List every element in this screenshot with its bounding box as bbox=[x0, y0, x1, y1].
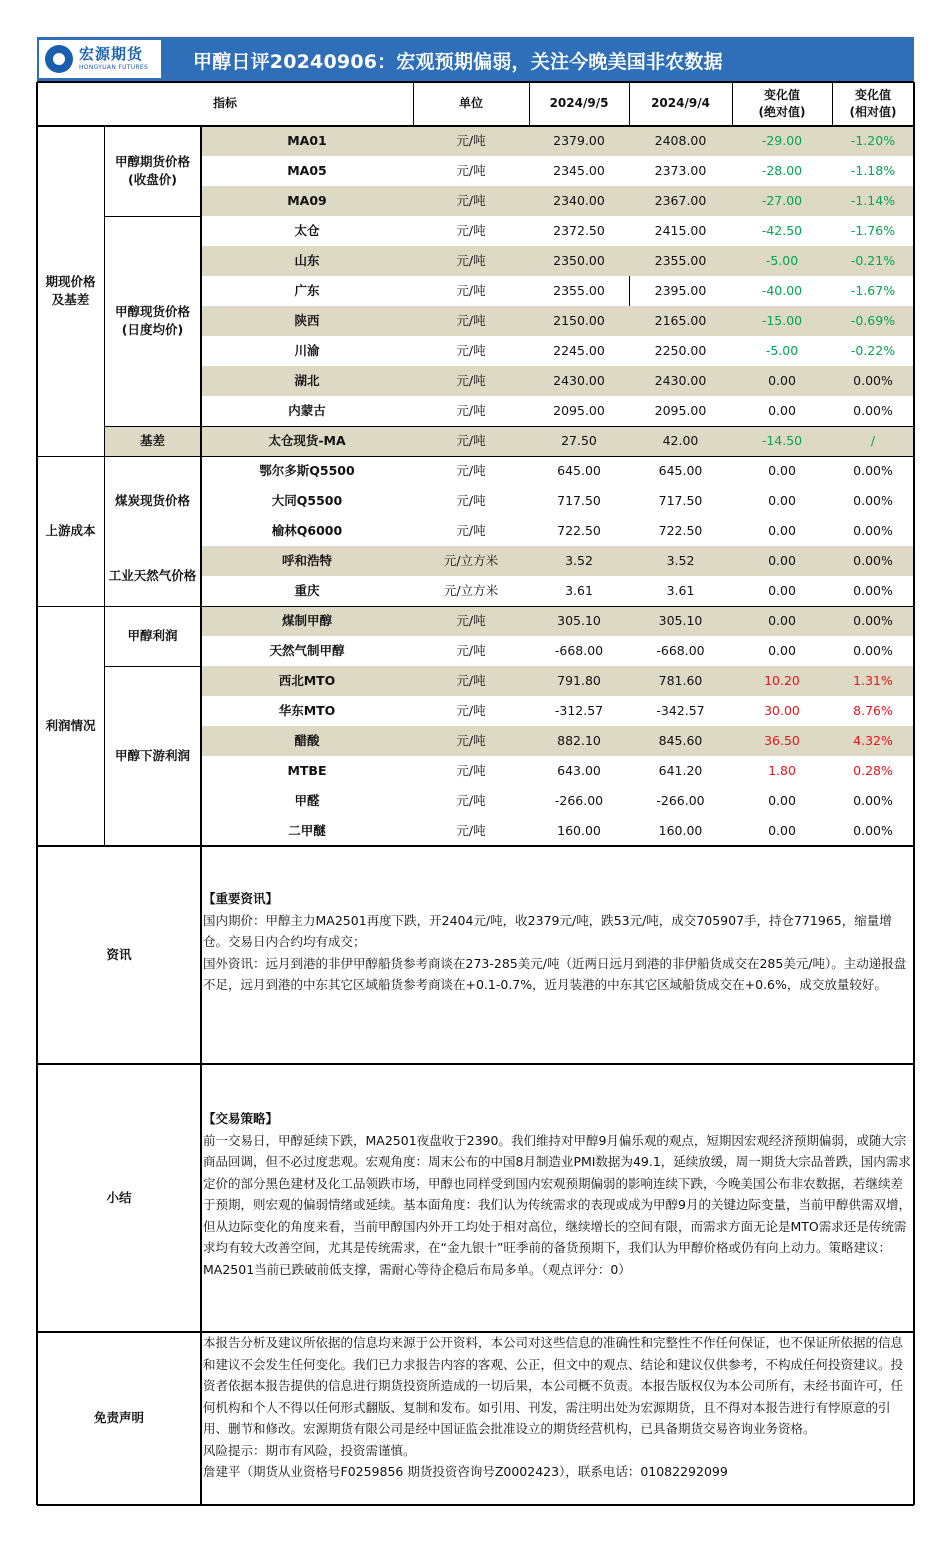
grid-line bbox=[37, 1504, 914, 1506]
group-label: 甲醇现货价格 (日度均价) bbox=[114, 303, 190, 337]
indicator-name: 榆林Q6000 bbox=[271, 522, 343, 538]
indicator-name: 广东 bbox=[294, 282, 320, 298]
value-date1: 2345.00 bbox=[553, 162, 605, 178]
value-date2: 2250.00 bbox=[654, 342, 707, 358]
value-date2: 305.10 bbox=[658, 612, 703, 628]
grid-line bbox=[37, 606, 914, 607]
value-date2: 2165.00 bbox=[654, 312, 707, 328]
value-date1: 160.00 bbox=[557, 822, 601, 838]
unit-cell: 元/吨 bbox=[456, 672, 486, 688]
value-date1: 643.00 bbox=[557, 762, 601, 778]
abs-change: -40.00 bbox=[761, 282, 803, 298]
indicator-name: 二甲醚 bbox=[288, 822, 326, 838]
unit-cell: 元/立方米 bbox=[443, 582, 499, 598]
rel-change: -0.21% bbox=[850, 252, 896, 268]
unit-cell: 元/吨 bbox=[456, 252, 486, 268]
unit-cell: 元/吨 bbox=[456, 132, 486, 148]
grid-line bbox=[37, 1331, 914, 1333]
unit-cell: 元/吨 bbox=[456, 492, 486, 508]
indicator-name: MA09 bbox=[287, 192, 327, 208]
value-date1: 2379.00 bbox=[553, 132, 605, 148]
value-date2: 641.20 bbox=[658, 762, 703, 778]
group-label: 甲醇下游利润 bbox=[114, 747, 190, 763]
rel-change: -1.14% bbox=[850, 192, 896, 208]
rel-change: 0.00% bbox=[853, 492, 893, 508]
rel-change: 0.00% bbox=[853, 522, 893, 538]
indicator-name: 鄂尔多斯Q5500 bbox=[259, 462, 355, 478]
value-date2: 2373.00 bbox=[654, 162, 707, 178]
indicator-name: 湖北 bbox=[294, 372, 320, 388]
grid-line bbox=[37, 81, 914, 83]
news-paragraph: 国外资讯：远月到港的非伊甲醇船货参考商谈在273-285美元/吨（近两日远月到港的非伊船货成交在285美元/吨）。主动递报盘不足，远月到港的中东其它区域船货参考商谈在+0.1-0.7%，近月装港的中东其它区域船货成交在+0.6%，成交放量较好。 bbox=[203, 955, 907, 992]
grid-line bbox=[37, 125, 914, 127]
value-date2: 42.00 bbox=[662, 432, 699, 448]
grid-line bbox=[732, 82, 733, 126]
value-date1: 2355.00 bbox=[553, 282, 605, 298]
indicator-name: 重庆 bbox=[294, 582, 320, 598]
unit-cell: 元/立方米 bbox=[443, 552, 499, 568]
rel-change: 8.76% bbox=[853, 702, 893, 718]
value-date2: 781.60 bbox=[658, 672, 703, 688]
column-header-unit: 单位 bbox=[458, 96, 483, 111]
company-logo bbox=[39, 40, 161, 78]
unit-cell: 元/吨 bbox=[456, 702, 486, 718]
risk-notice: 风险提示：期市有风险，投资需谨慎。 bbox=[203, 1442, 416, 1458]
unit-cell: 元/吨 bbox=[456, 792, 486, 808]
grid-line bbox=[104, 456, 914, 457]
abs-change: -5.00 bbox=[765, 342, 799, 358]
summary-section-text bbox=[203, 1108, 912, 1332]
value-date1: 791.80 bbox=[557, 672, 601, 688]
summary-section: 小结 bbox=[106, 1189, 132, 1205]
indicator-name: 煤制甲醇 bbox=[281, 612, 332, 628]
unit-cell: 元/吨 bbox=[456, 762, 486, 778]
unit-cell: 元/吨 bbox=[456, 822, 486, 838]
logo-text: 宏源期货 bbox=[79, 45, 144, 63]
indicator-name: MTBE bbox=[287, 762, 327, 778]
abs-change: -28.00 bbox=[761, 162, 803, 178]
rel-change: -0.69% bbox=[850, 312, 896, 328]
disclaimer-paragraph: 本报告分析及建议所依据的信息均来源于公开资料，本公司对这些信息的准确性和完整性不作任何保证，也不保证所依据的信息和建议不会发生任何变化。我们已力求报告内容的客观、公正，但文中的观点、结论和建议仅供参考，不构成任何投资建议。投资者依据本报告提供的信息进行期货投资所造成的一切后果，本公司概不负责。本报告版权仅为本公司所有，未经书面许可，任何机构和个人不得以任何形式翻版、复制和发布。如引用、刊发，需注明出处为宏源期货，且不得对本报告进行有悖原意的引用、删节和修改。宏源期货有限公司是经中国证监会批准设立的期货经营机构，已具备期货交易咨询业务资格。 bbox=[203, 1335, 904, 1436]
value-date2: 2367.00 bbox=[654, 192, 707, 208]
value-date1: 305.10 bbox=[557, 612, 601, 628]
rel-change: -1.20% bbox=[850, 132, 896, 148]
group-label: 甲醇利润 bbox=[127, 627, 178, 643]
abs-change: 0.00 bbox=[768, 612, 796, 628]
indicator-name: 天然气制甲醇 bbox=[269, 642, 345, 658]
disclaimer-section: 免责声明 bbox=[93, 1410, 144, 1426]
indicator-name: MA05 bbox=[287, 162, 327, 178]
indicator-name: 大同Q5500 bbox=[271, 492, 343, 508]
value-date1: -312.57 bbox=[554, 702, 604, 718]
abs-change: -14.50 bbox=[761, 432, 803, 448]
indicator-name: 甲醛 bbox=[294, 792, 320, 808]
value-date1: 722.50 bbox=[557, 522, 601, 538]
report-title: 甲醇日评20240906：宏观预期偏弱，关注今晚美国非农数据 bbox=[193, 51, 723, 73]
rel-change: 0.00% bbox=[853, 822, 893, 838]
value-date2: 3.61 bbox=[666, 582, 695, 598]
strategy-paragraph: 前一交易日，甲醇延续下跌，MA2501夜盘收于2390。我们维持对甲醇9月偏乐观的观点，短期因宏观经济预期偏弱，或随大宗商品回调，但不必过度悲观。宏观角度：周末公布的中国8月制造业PMI数据为49.1，延续放缓，周一期货大宗品普跌，国内需求定价的部分黑色建材及化工品领跌市场，甲醇也同样受到国内宏观预期偏弱的影响连续下跌，今晚美国公布非农数据，若继续差于预期，则宏观的偏弱情绪或延续。基本面角度：我们认为传统需求的表现或成为甲醇9月的关键边际变量，当前甲醇供需双增，但从边际变化的角度来看，当前甲醇国内外开工均处于相对高位，继续增长的空间有限，而需求方面无论是MTO需求还是传统需求均有较大改善空间，尤其是传统需求，在“金九银十”旺季前的备货预期下，我们认为甲醇价格或仍有向上动力。策略建议：MA2501当前已跌破前低支撑，需耐心等待企稳后布局多单。（观点评分：0） bbox=[203, 1132, 911, 1277]
abs-change: -27.00 bbox=[761, 192, 803, 208]
news-paragraph: 国内期价：甲醇主力MA2501再度下跌，开2404元/吨，收2379元/吨，跌53元/吨，成交705907手，持仓771965，缩量增仓。交易日内合约均有成交； bbox=[203, 912, 892, 949]
column-header-abs-change: 变化值 (绝对值) bbox=[758, 87, 806, 119]
indicator-name: 山东 bbox=[294, 252, 320, 268]
indicator-name: MA01 bbox=[287, 132, 327, 148]
column-header-rel-change: 变化值 (相对值) bbox=[849, 87, 897, 119]
value-date1: 2150.00 bbox=[553, 312, 605, 328]
grid-line bbox=[413, 82, 414, 126]
value-date1: 2095.00 bbox=[553, 402, 605, 418]
news-heading: 【重要资讯】 bbox=[203, 891, 279, 906]
rel-change: -1.18% bbox=[850, 162, 896, 178]
grid-line bbox=[36, 82, 38, 1505]
unit-cell: 元/吨 bbox=[456, 732, 486, 748]
abs-change: 0.00 bbox=[768, 402, 796, 418]
unit-cell: 元/吨 bbox=[456, 642, 486, 658]
unit-cell: 元/吨 bbox=[456, 462, 486, 478]
indicator-name: 西北MTO bbox=[278, 672, 336, 688]
unit-cell: 元/吨 bbox=[456, 522, 486, 538]
unit-cell: 元/吨 bbox=[456, 162, 486, 178]
value-date2: 2355.00 bbox=[654, 252, 707, 268]
grid-line bbox=[200, 126, 202, 846]
value-date2: 2415.00 bbox=[654, 222, 707, 238]
rel-change: -1.67% bbox=[850, 282, 896, 298]
rel-change: 0.00% bbox=[853, 612, 893, 628]
value-date1: 882.10 bbox=[557, 732, 601, 748]
abs-change: -42.50 bbox=[761, 222, 803, 238]
group-label: 煤炭现货价格 bbox=[114, 492, 190, 508]
value-date1: 2430.00 bbox=[553, 372, 605, 388]
abs-change: 0.00 bbox=[768, 552, 796, 568]
grid-line bbox=[629, 276, 630, 306]
abs-change: 30.00 bbox=[764, 702, 800, 718]
value-date2: -266.00 bbox=[656, 792, 705, 808]
abs-change: -29.00 bbox=[761, 132, 803, 148]
abs-change: 1.80 bbox=[768, 762, 796, 778]
value-date2: -342.57 bbox=[656, 702, 705, 718]
logo-subtext: HONGYUAN FUTURES bbox=[79, 64, 149, 71]
value-date1: 27.50 bbox=[561, 432, 597, 448]
value-date1: -266.00 bbox=[554, 792, 604, 808]
unit-cell: 元/吨 bbox=[456, 222, 486, 238]
abs-change: 36.50 bbox=[764, 732, 800, 748]
indicator-name: 陕西 bbox=[294, 312, 320, 328]
rel-change: 0.00% bbox=[853, 372, 893, 388]
value-date1: -668.00 bbox=[554, 642, 604, 658]
indicator-name: 太仓 bbox=[294, 222, 320, 238]
rel-change: 0.00% bbox=[853, 462, 893, 478]
rel-change: -1.76% bbox=[850, 222, 896, 238]
value-date2: 160.00 bbox=[658, 822, 703, 838]
strategy-heading: 【交易策略】 bbox=[203, 1111, 279, 1126]
column-header-date1: 2024/9/5 bbox=[549, 96, 609, 111]
abs-change: 0.00 bbox=[768, 462, 796, 478]
grid-line bbox=[104, 126, 105, 846]
value-date1: 2372.50 bbox=[553, 222, 605, 238]
rel-change: / bbox=[870, 432, 876, 448]
indicator-name: 太仓现货-MA bbox=[268, 432, 346, 448]
value-date1: 717.50 bbox=[557, 492, 601, 508]
abs-change: -5.00 bbox=[765, 252, 799, 268]
indicator-name: 内蒙古 bbox=[288, 402, 326, 418]
disclaimer-section-text bbox=[203, 1332, 912, 1505]
abs-change: 0.00 bbox=[768, 642, 796, 658]
abs-change: 0.00 bbox=[768, 372, 796, 388]
logo-icon bbox=[45, 45, 73, 73]
unit-cell: 元/吨 bbox=[456, 342, 486, 358]
unit-cell: 元/吨 bbox=[456, 402, 486, 418]
grid-line bbox=[37, 845, 914, 847]
rel-change: 0.00% bbox=[853, 792, 893, 808]
abs-change: 0.00 bbox=[768, 822, 796, 838]
abs-change: 10.20 bbox=[764, 672, 800, 688]
value-date2: 2430.00 bbox=[654, 372, 707, 388]
unit-cell: 元/吨 bbox=[456, 372, 486, 388]
value-date1: 3.61 bbox=[565, 582, 593, 598]
grid-line bbox=[104, 426, 914, 427]
rel-change: -0.22% bbox=[850, 342, 896, 358]
rel-change: 0.00% bbox=[853, 402, 893, 418]
value-date1: 645.00 bbox=[557, 462, 601, 478]
value-date1: 3.52 bbox=[565, 552, 593, 568]
group-label: 基差 bbox=[139, 432, 165, 448]
value-date1: 2350.00 bbox=[553, 252, 605, 268]
value-date2: 3.52 bbox=[666, 552, 695, 568]
report-sheet bbox=[37, 37, 914, 1505]
group-label: 工业天然气价格 bbox=[108, 567, 197, 583]
column-header-date2: 2024/9/4 bbox=[651, 96, 710, 111]
indicator-name: 川渝 bbox=[294, 342, 320, 358]
value-date2: -668.00 bbox=[656, 642, 705, 658]
analyst-contact: 詹建平（期货从业资格号F0259856 期货投资咨询号Z0002423），联系电话：01082292099 bbox=[203, 1464, 728, 1479]
value-date2: 2408.00 bbox=[654, 132, 707, 148]
abs-change: 0.00 bbox=[768, 522, 796, 538]
rel-change: 0.28% bbox=[853, 762, 893, 778]
abs-change: -15.00 bbox=[761, 312, 803, 328]
indicator-name: 醋酸 bbox=[294, 732, 320, 748]
rel-change: 0.00% bbox=[853, 582, 893, 598]
unit-cell: 元/吨 bbox=[456, 432, 486, 448]
abs-change: 0.00 bbox=[768, 492, 796, 508]
value-date2: 645.00 bbox=[658, 462, 703, 478]
unit-cell: 元/吨 bbox=[456, 192, 486, 208]
value-date2: 717.50 bbox=[658, 492, 703, 508]
grid-line bbox=[913, 82, 915, 1505]
indicator-name: 华东MTO bbox=[278, 702, 336, 718]
news-section-text bbox=[203, 888, 912, 1064]
rel-change: 4.32% bbox=[853, 732, 893, 748]
rel-change: 0.00% bbox=[853, 552, 893, 568]
value-date2: 845.60 bbox=[658, 732, 703, 748]
grid-line bbox=[200, 846, 202, 1505]
grid-line bbox=[629, 82, 630, 126]
rel-change: 1.31% bbox=[853, 672, 893, 688]
news-section: 资讯 bbox=[106, 946, 132, 962]
unit-cell: 元/吨 bbox=[456, 282, 486, 298]
value-date1: 2340.00 bbox=[553, 192, 605, 208]
unit-cell: 元/吨 bbox=[456, 612, 486, 628]
report-header bbox=[37, 37, 914, 82]
value-date1: 2245.00 bbox=[553, 342, 605, 358]
value-date2: 2095.00 bbox=[654, 402, 707, 418]
abs-change: 0.00 bbox=[768, 582, 796, 598]
value-date2: 2395.00 bbox=[654, 282, 707, 298]
section-label: 利润情况 bbox=[45, 717, 96, 733]
grid-line bbox=[529, 82, 530, 126]
indicator-name: 呼和浩特 bbox=[281, 552, 332, 568]
grid-line bbox=[104, 216, 201, 217]
unit-cell: 元/吨 bbox=[456, 312, 486, 328]
grid-line bbox=[104, 666, 201, 667]
value-date2: 722.50 bbox=[658, 522, 703, 538]
rel-change: 0.00% bbox=[853, 642, 893, 658]
grid-line bbox=[832, 82, 833, 126]
section-label: 期现价格 及基差 bbox=[45, 273, 96, 307]
abs-change: 0.00 bbox=[768, 792, 796, 808]
grid-line bbox=[37, 1063, 914, 1065]
column-header-indicator: 指标 bbox=[212, 96, 237, 111]
section-label: 上游成本 bbox=[45, 522, 96, 538]
group-label: 甲醇期货价格 (收盘价) bbox=[114, 153, 190, 187]
